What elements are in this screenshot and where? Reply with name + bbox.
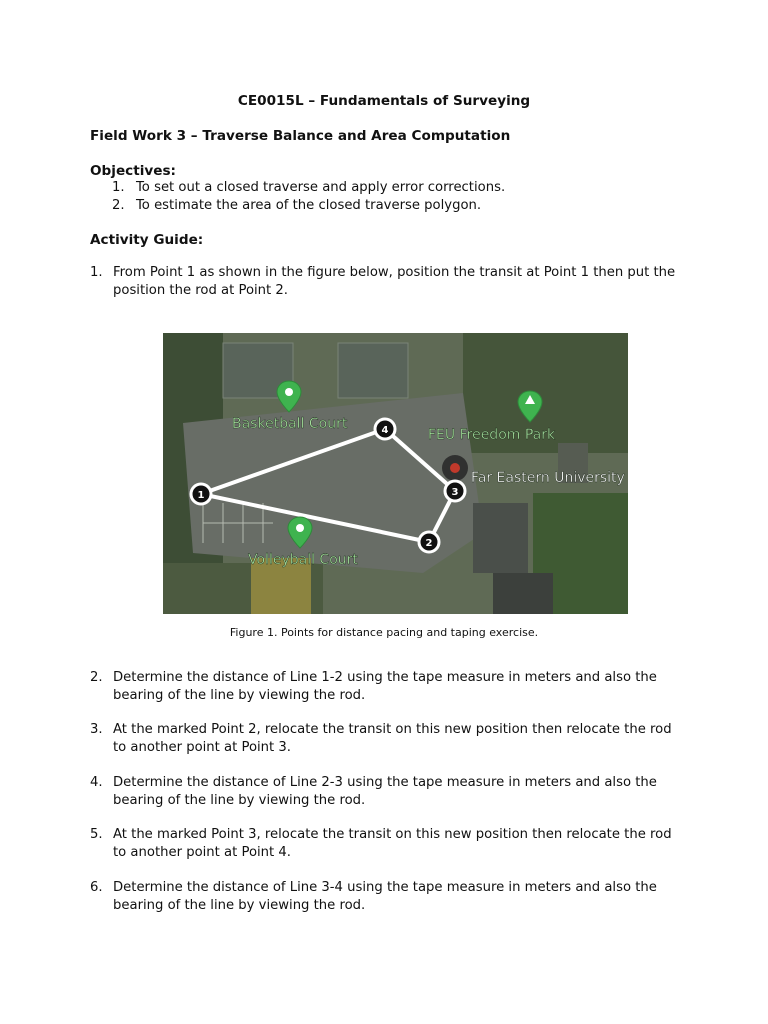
objective-item — [112, 179, 672, 197]
step-number: 4. — [90, 775, 103, 790]
volleyball-court-label: Volleyball Court — [248, 552, 358, 568]
basketball-court-label: Basketball Court — [232, 416, 348, 432]
fieldwork-title: Field Work 3 – Traverse Balance and Area Computation — [90, 128, 511, 144]
objective-item — [112, 197, 672, 215]
objectives-list — [112, 179, 672, 215]
step-text: Determine the distance of Line 2-3 using the tape measure in meters and also the bearing of the line by viewing the rod. — [113, 775, 657, 808]
objective-number: 1. — [112, 180, 125, 195]
objectives-heading: Objectives: — [90, 163, 176, 179]
objective-text: To set out a closed traverse and apply error corrections. — [136, 180, 506, 195]
step-text: At the marked Point 2, relocate the transit on this new position then relocate the rod to another point at Point 3. — [113, 722, 672, 755]
park-label: FEU Freedom Park — [428, 427, 556, 443]
step-text: From Point 1 as shown in the figure below, position the transit at Point 1 then put the position the rod at Point 2. — [113, 265, 676, 298]
university-marker-icon — [442, 455, 468, 481]
step-text: At the marked Point 3, relocate the transit on this new position then relocate the rod to another point at Point 4. — [113, 827, 672, 860]
step-number: 2. — [90, 670, 103, 685]
page-title: CE0015L – Fundamentals of Surveying — [237, 93, 531, 109]
step-number: 3. — [90, 722, 103, 737]
step-number: 1. — [90, 265, 103, 280]
point-marker-icon — [375, 419, 395, 439]
step-number: 6. — [90, 880, 103, 895]
activity-guide-heading: Activity Guide: — [90, 232, 204, 248]
university-label: Far Eastern University — [471, 470, 625, 486]
step-text: Determine the distance of Line 3-4 using the tape measure in meters and also the bearing of the line by viewing the rod. — [113, 880, 657, 913]
point-label: 3 — [451, 487, 459, 498]
objective-number: 2. — [112, 198, 125, 213]
traverse-map-figure — [163, 333, 628, 614]
point-marker-icon — [191, 484, 211, 504]
step-number: 5. — [90, 827, 103, 842]
point-marker-icon — [419, 532, 439, 552]
point-label: 1 — [197, 490, 205, 501]
point-label: 2 — [425, 538, 433, 549]
figure-caption: Figure 1. Points for distance pacing and taping exercise. — [229, 626, 539, 639]
point-label: 4 — [381, 425, 389, 436]
objective-text: To estimate the area of the closed traverse polygon. — [136, 198, 482, 213]
point-marker-icon — [445, 481, 465, 501]
step-text: Determine the distance of Line 1-2 using the tape measure in meters and also the bearing of the line by viewing the rod. — [113, 670, 657, 703]
